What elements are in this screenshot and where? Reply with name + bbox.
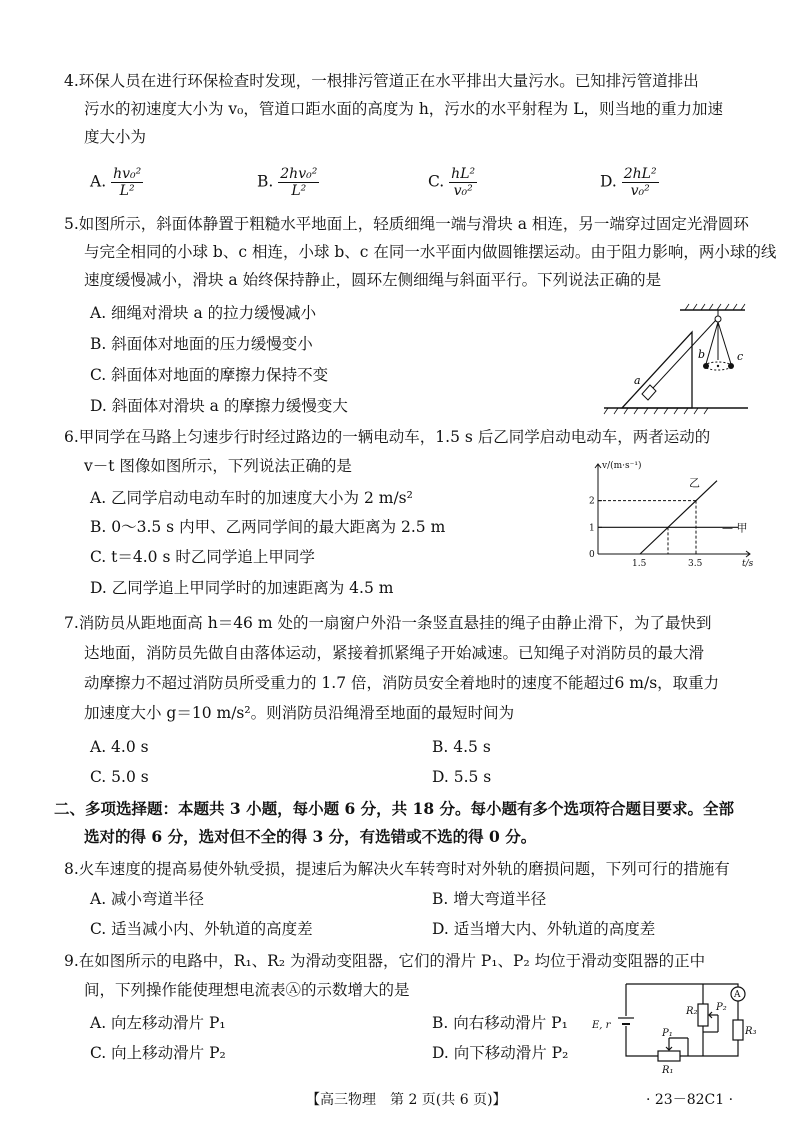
q8-option-a: A. 减小弯道半径 (90, 890, 205, 908)
q8-option-c: C. 适当减小内、外轨道的高度差 (90, 920, 313, 938)
series-label: — 甲 (722, 521, 748, 535)
q5-line-3: 速度缓慢减小，滑块 a 始终保持静止，圆环左侧细绳与斜面平行。下列说法正确的是 (84, 271, 662, 289)
ammeter-icon: A (734, 990, 741, 1000)
q5-option-a: A. 细绳对滑块 a 的拉力缓慢减小 (90, 304, 317, 322)
q9-line-2: 间，下列操作能使理想电流表Ⓐ的示数增大的是 (84, 981, 410, 999)
x-tick-label: 1.5 (632, 559, 647, 569)
source-label: E, r (592, 1020, 611, 1031)
series-label: 乙 (689, 476, 700, 490)
series-line-yi (640, 481, 717, 554)
circuit-figure (588, 976, 758, 1076)
q9-option-a: A. 向左移动滑片 P₁ (90, 1014, 226, 1032)
x-tick-label: 3.5 (688, 559, 703, 569)
r2-label: R₂ (686, 1006, 698, 1017)
x-axis-label: t/s (742, 559, 754, 569)
y-tick-label: 1 (589, 523, 595, 534)
q6-option-c: C. t＝4.0 s 时乙同学追上甲同学 (90, 548, 315, 566)
q7-line-3: 动摩擦力不超过消防员所受重力的 1.7 倍，消防员安全着地时的速度不能超过6 m/s，取重力 (84, 674, 720, 692)
q7-option-b: B. 4.5 s (432, 738, 491, 756)
q4-option-b: B. $\frac{\text{2hv₀²}}{\text{L²}}$ (257, 166, 318, 199)
q7-option-a: A. 4.0 s (90, 738, 149, 756)
q7-option-c: C. 5.0 s (90, 768, 149, 786)
p1-label: P₁ (662, 1028, 673, 1039)
q9-option-c: C. 向上移动滑片 P₂ (90, 1044, 226, 1062)
q8-line-1: 8.火车速度的提高易使外轨受损，提速后为解决火车转弯时对外轨的磨损问题，下列可行的措施有 (64, 860, 730, 878)
q5-line-1: 5.如图所示，斜面体静置于粗糙水平地面上，轻质细绳一端与滑块 a 相连，另一端穿过固定光滑圆环 (64, 215, 749, 233)
section2-line-1: 二、多项选择题：本题共 3 小题，每小题 6 分，共 18 分。每小题有多个选项符合题目要求。全部 (54, 799, 735, 818)
incline-pendulum-figure (600, 300, 750, 420)
q7-option-d: D. 5.5 s (432, 768, 492, 786)
q5-option-b: B. 斜面体对地面的压力缓慢变小 (90, 335, 313, 353)
q8-option-b: B. 增大弯道半径 (432, 890, 547, 908)
q6-option-a: A. 乙同学启动电动车时的加速度大小为 2 m/s² (90, 489, 413, 507)
vt-chart (580, 458, 760, 576)
y-tick-label: 0 (589, 550, 595, 560)
section2-line-2: 选对的得 6 分，选对但不全的得 3 分，有选错或不选的得 0 分。 (84, 827, 537, 846)
r1-label: R₁ (662, 1065, 674, 1076)
q4-option-d: D. $\frac{\text{2hL²}}{\text{v₀²}}$ (600, 166, 657, 199)
label-a: a (634, 374, 641, 387)
q6-option-d: D. 乙同学追上甲同学时的加速距离为 4.5 m (90, 579, 394, 597)
q4-line-2: 污水的初速度大小为 v₀，管道口距水面的高度为 h，污水的水平射程为 L，则当地的重力加速 (84, 100, 724, 118)
q9-option-d: D. 向下移动滑片 P₂ (432, 1044, 569, 1062)
q7-line-2: 达地面，消防员先做自由落体运动，紧接着抓紧绳子开始减速。已知绳子对消防员的最大滑 (84, 644, 705, 662)
q8-option-d: D. 适当增大内、外轨道的高度差 (432, 920, 656, 938)
q4-option-c: C. $\frac{\text{hL²}}{\text{v₀²}}$ (428, 166, 476, 199)
q7-line-1: 7.消防员从距地面高 h＝46 m 处的一扇窗户外沿一条竖直悬挂的绳子由静止滑下，为了最快到 (64, 614, 712, 632)
q7-line-4: 加速度大小 g＝10 m/s²。则消防员沿绳滑至地面的最短时间为 (84, 704, 515, 722)
q4-line-3: 度大小为 (84, 128, 147, 146)
q6-line-1: 6.甲同学在马路上匀速步行时经过路边的一辆电动车，1.5 s 后乙同学启动电动车，两者运动的 (64, 428, 711, 446)
q6-option-b: B. 0～3.5 s 内甲、乙两同学间的最大距离为 2.5 m (90, 518, 446, 536)
y-tick-label: 2 (589, 496, 595, 507)
q4-line-1: 4.环保人员在进行环保检查时发现，一根排污管道正在水平排出大量污水。已知排污管道排出 (64, 72, 699, 90)
label-b: b (698, 348, 706, 361)
p2-label: P₂ (716, 1002, 727, 1013)
q9-option-b: B. 向右移动滑片 P₁ (432, 1014, 568, 1032)
q6-line-2: v－t 图像如图所示，下列说法正确的是 (84, 457, 352, 475)
r3-label: R₃ (745, 1026, 757, 1037)
q5-option-d: D. 斜面体对滑块 a 的摩擦力缓慢变大 (90, 397, 348, 415)
q5-line-2: 与完全相同的小球 b、c 相连，小球 b、c 在同一水平面内做圆锥摆运动。由于阻力影响，两小球的线 (84, 243, 777, 261)
q5-option-c: C. 斜面体对地面的摩擦力保持不变 (90, 366, 329, 384)
label-c: c (737, 350, 744, 363)
y-axis-label: v/(m·s⁻¹) (602, 461, 642, 471)
footer-page-label: 【高三物理 第 2 页(共 6 页)】 (306, 1092, 507, 1108)
q4-option-a: A. $\frac{\text{hv₀²}}{\text{L²}}$ (90, 166, 142, 199)
q9-line-1: 9.在如图所示的电路中，R₁、R₂ 为滑动变阻器，它们的滑片 P₁、P₂ 均位于滑动变阻器的正中 (64, 952, 706, 970)
footer-code: · 23－82C1 · (646, 1092, 734, 1108)
